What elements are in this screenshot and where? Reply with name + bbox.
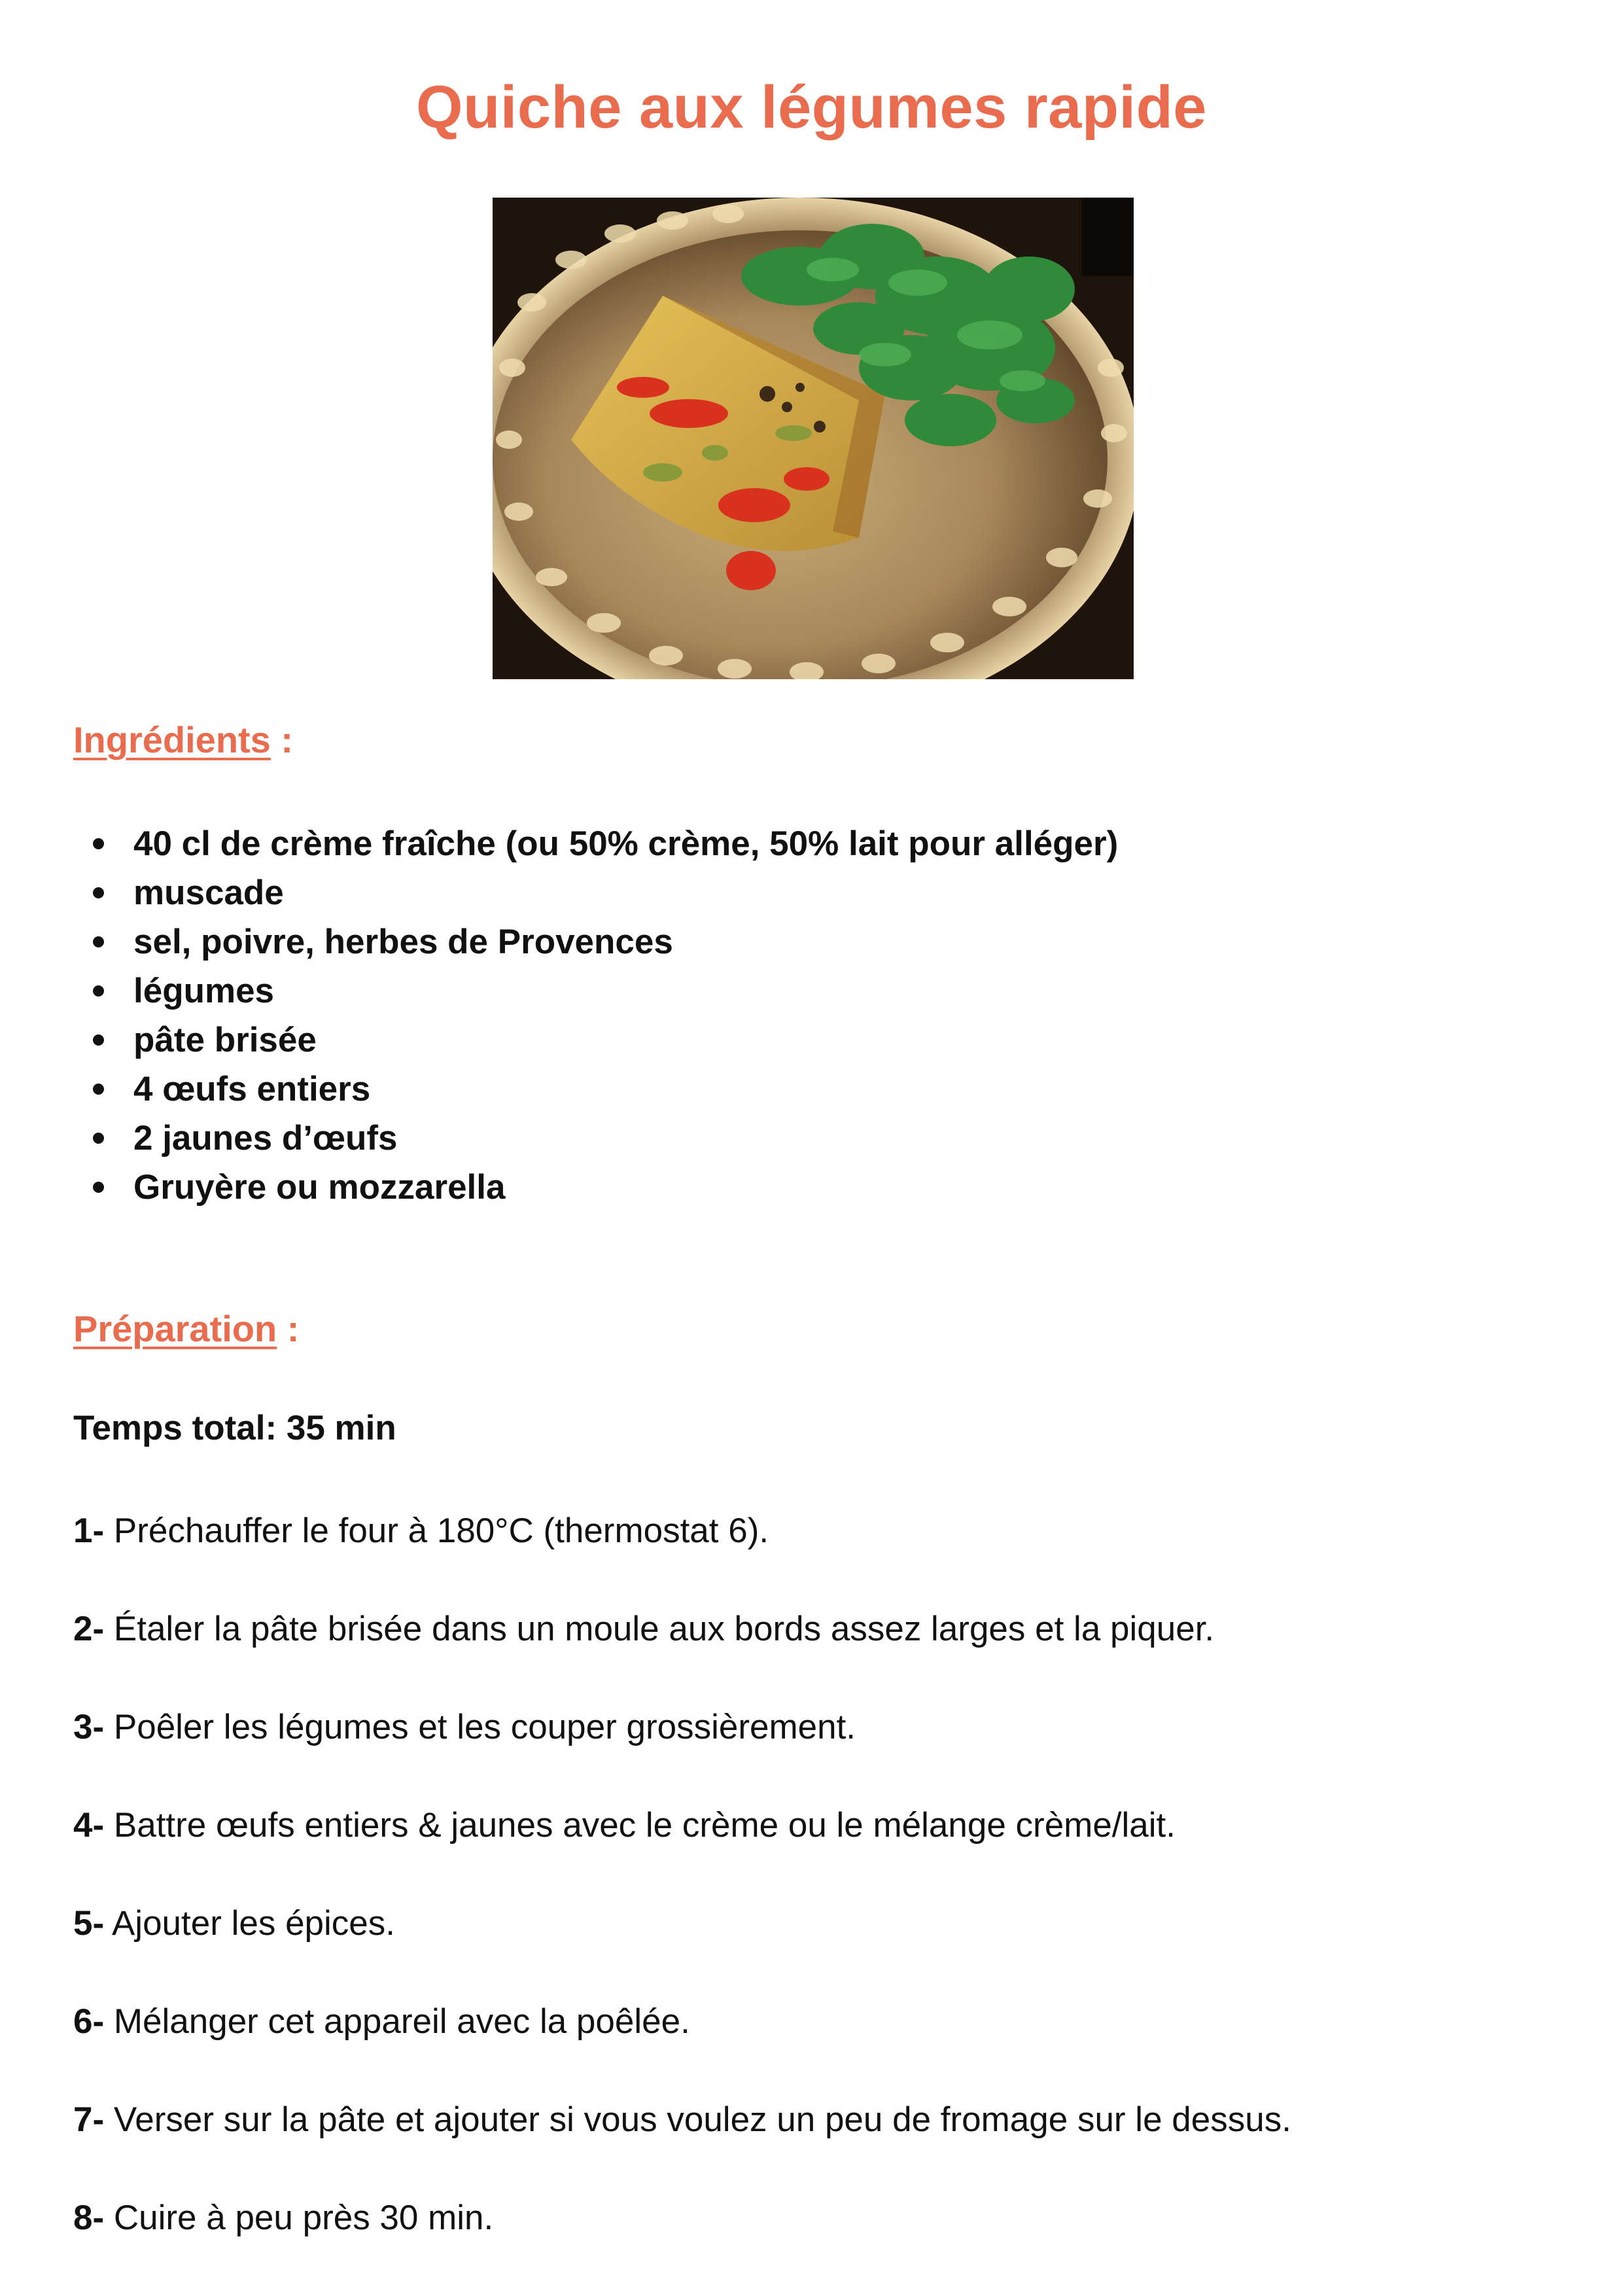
quiche-slice-photo-icon <box>493 198 1134 679</box>
bullet-icon <box>93 1182 104 1193</box>
step-item <box>73 1506 1291 1604</box>
step-text: Cuire à peu près 30 min. <box>104 2199 494 2237</box>
preparation-heading-suffix: : <box>277 1308 300 1349</box>
step-text: Mélanger cet appareil avec la poêlée. <box>104 2002 690 2041</box>
ingredients-heading-label: Ingrédients <box>73 719 271 760</box>
step-item <box>73 2193 1291 2291</box>
ingredient-text: pâte brisée <box>133 1021 317 1059</box>
ingredient-text: 2 jaunes d’œufs <box>133 1119 398 1157</box>
bullet-icon <box>93 985 104 997</box>
bullet-icon <box>93 887 104 898</box>
list-item <box>73 917 1118 966</box>
step-number: 8- <box>73 2199 105 2237</box>
ingredients-heading <box>73 718 293 761</box>
step-item <box>73 1997 1291 2095</box>
ingredients-list <box>73 819 1118 1212</box>
quiche-photo <box>493 198 1134 679</box>
step-item <box>73 1703 1291 1801</box>
step-number: 5- <box>73 1904 105 1943</box>
ingredient-text: 40 cl de crème fraîche (ou 50% crème, 50% lait pour alléger) <box>133 824 1119 863</box>
step-number: 7- <box>73 2100 105 2139</box>
ingredient-text: légumes <box>133 972 275 1010</box>
step-text: Préchauffer le four à 180°C (thermostat 6). <box>104 1511 769 1550</box>
ingredient-text: 4 œufs entiers <box>133 1070 371 1108</box>
steps-list <box>73 1506 1291 2291</box>
step-text: Poêler les légumes et les couper grossièrement. <box>104 1708 856 1746</box>
step-text: Battre œufs entiers & jaunes avec le crème ou le mélange crème/lait. <box>104 1806 1176 1845</box>
step-number: 3- <box>73 1708 105 1746</box>
preparation-heading-label: Préparation <box>73 1308 277 1349</box>
step-number: 4- <box>73 1806 105 1845</box>
bullet-icon <box>93 838 104 849</box>
bullet-icon <box>93 936 104 947</box>
list-item <box>73 1114 1118 1163</box>
step-item <box>73 1604 1291 1703</box>
step-text: Ajouter les épices. <box>104 1904 395 1943</box>
step-item <box>73 1899 1291 1997</box>
step-number: 2- <box>73 1610 105 1648</box>
list-item <box>73 1016 1118 1065</box>
step-number: 6- <box>73 2002 105 2041</box>
step-item <box>73 1801 1291 1899</box>
bullet-icon <box>93 1084 104 1095</box>
list-item <box>73 868 1118 917</box>
ingredients-heading-suffix: : <box>270 719 294 760</box>
list-item <box>73 819 1118 868</box>
step-text: Étaler la pâte brisée dans un moule aux bords assez larges et la piquer. <box>104 1610 1215 1648</box>
step-text: Verser sur la pâte et ajouter si vous voulez un peu de fromage sur le dessus. <box>104 2100 1291 2139</box>
bullet-icon <box>93 1034 104 1046</box>
ingredient-text: muscade <box>133 874 284 912</box>
list-item <box>73 1065 1118 1114</box>
step-item <box>73 2095 1291 2193</box>
preparation-heading <box>73 1307 299 1350</box>
page-title: Quiche aux légumes rapide <box>416 74 1207 141</box>
total-time: Temps total: 35 min <box>73 1409 396 1447</box>
ingredient-text: sel, poivre, herbes de Provences <box>133 923 673 961</box>
list-item <box>73 966 1118 1016</box>
list-item <box>73 1163 1118 1212</box>
ingredient-text: Gruyère ou mozzarella <box>133 1168 506 1207</box>
step-number: 1- <box>73 1511 105 1550</box>
bullet-icon <box>93 1133 104 1144</box>
